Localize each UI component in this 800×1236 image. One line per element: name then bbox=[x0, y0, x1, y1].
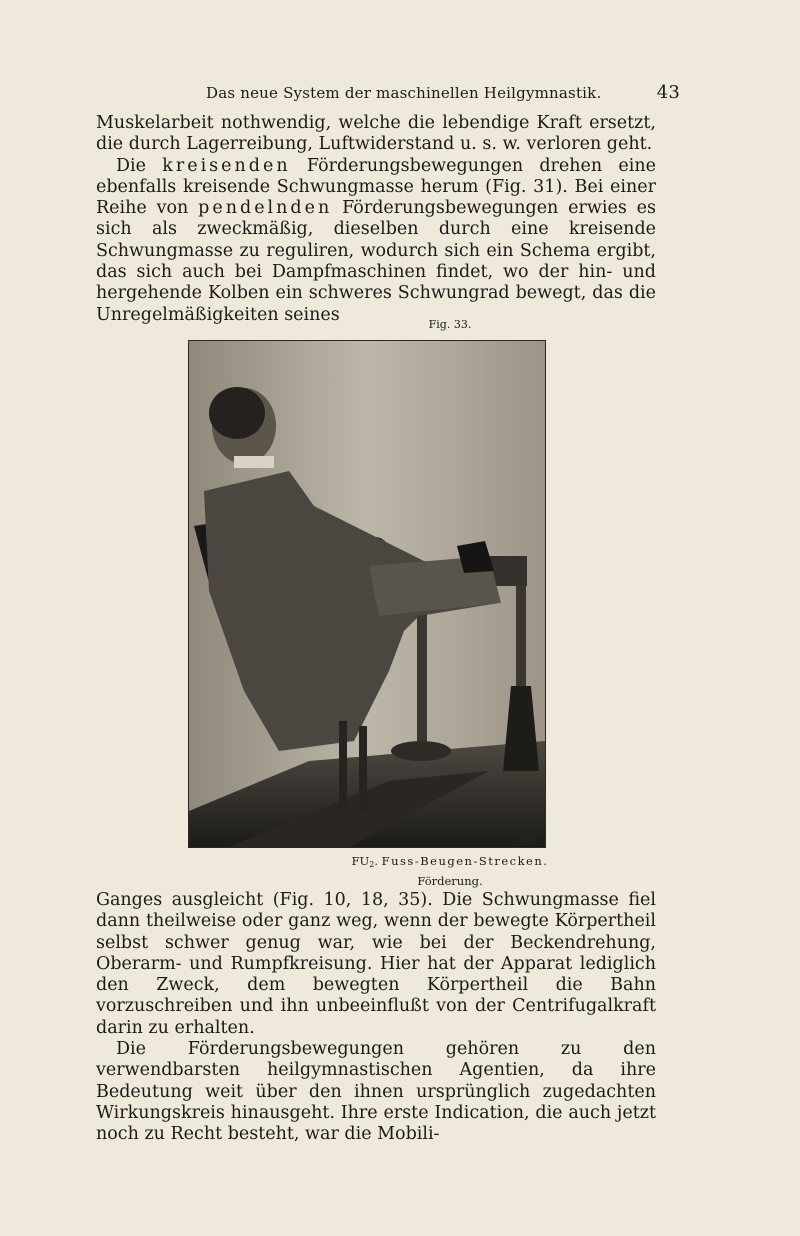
figure-photograph bbox=[188, 340, 546, 848]
hair bbox=[209, 387, 265, 439]
photo-illustration bbox=[189, 341, 545, 847]
caption-subscript: 2 bbox=[369, 860, 375, 869]
body-text-bottom bbox=[96, 890, 656, 1146]
paragraph-4: Die Förderungsbewegungen gehören zu den verwendbarsten heilgymnastischen Agentien, da ihre Bedeutung weit über den ihnen ursprünglich zugedachten Wirkungskreis hinausgeht. Ihre erste Indication, die auch jetzt noch zu Recht besteht, war die Mobili- bbox=[96, 1039, 656, 1145]
page-number: 43 bbox=[656, 82, 680, 103]
caption-code: FU bbox=[351, 854, 370, 868]
machine-upright-front bbox=[417, 601, 427, 751]
paragraph-3: Ganges ausgleicht (Fig. 10, 18, 35). Die Schwungmasse fiel dann theilweise oder ganz weg, wenn der bewegte Körpertheil selbst schwer genug war, wie bei der Beckendrehung, Oberarm- und Rumpfkreisung. Hier hat der Apparat lediglich den Zweck, dem bewegten Körpertheil die Bahn vorzuschreiben und ihn unbeeinflußt von der Centrifugalkraft darin zu erhalten. bbox=[96, 890, 656, 1038]
paragraph-1: Muskelarbeit nothwendig, welche die lebendige Kraft ersetzt, die durch Lagerreibung, Luftwiderstand u. s. w. verloren geht. bbox=[96, 113, 656, 155]
body-text-top bbox=[96, 113, 656, 326]
paragraph-2-rest: Förderungsbewegungen erwies es sich als zweckmäßig, dieselben durch eine kreisende Schwungmasse zu reguliren, wodurch sich ein Schema ergibt, das sich auch bei Dampfmaschinen findet, wo der hin- und hergehende Kolben ein schweres Schwungrad bewegt, das die Unregelmäßigkeiten seines bbox=[96, 198, 656, 325]
caption-title: Fuss-Beugen-Strecken. bbox=[381, 854, 549, 868]
caption-subtitle: Förderung. bbox=[417, 874, 483, 888]
upright-foot bbox=[391, 741, 451, 761]
paragraph-2-middle: Förderungsbewegungen drehen eine ebenfalls kreisende Schwungmasse herum (Fig. 31). Bei einer Reihe von bbox=[96, 155, 656, 219]
figure-label: Fig. 33. bbox=[428, 318, 472, 331]
engraver-signature: MPJ. bbox=[517, 835, 539, 845]
paragraph-2 bbox=[96, 156, 656, 326]
chair-leg-2 bbox=[359, 726, 367, 811]
spaced-term-kreisenden: kreisenden bbox=[162, 155, 291, 176]
chair-leg bbox=[339, 721, 347, 811]
running-title: Das neue System der maschinellen Heilgymnastik. bbox=[206, 84, 602, 102]
figure-caption bbox=[0, 853, 800, 890]
spaced-term-pendelnden: pendelnden bbox=[198, 198, 333, 219]
paragraph-2-lead: Die bbox=[116, 155, 146, 176]
caption-title-line: $FU_2$. Fuss-Beugen-Strecken. bbox=[351, 854, 549, 869]
collar bbox=[234, 456, 274, 468]
